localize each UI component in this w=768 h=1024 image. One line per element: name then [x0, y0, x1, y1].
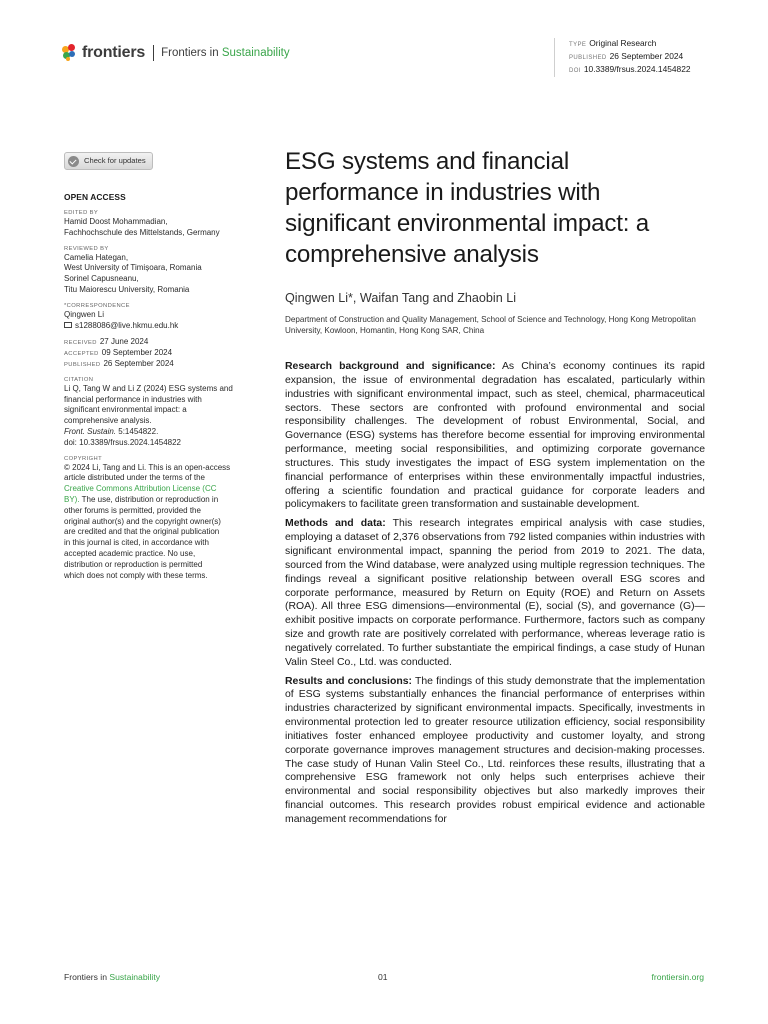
accepted-row	[64, 348, 264, 359]
frontiers-logo[interactable]	[62, 44, 290, 62]
check-updates-button[interactable]	[64, 152, 153, 170]
abstract-text: This research integrates empirical analysis with case studies, employing a dataset of 2,376 observations from 792 listed companies within industries with significant environmental impact, spanning the period from 2019 to 2021. The data, sourced from the Wind database, were analyzed using multiple regression techniques. The findings reveal a significant positive relationship between overall ESG scores and corporate performance, measured by Return on Equity (ROE) and Return on Assets (ROA). All three ESG dimensions—environmental (E), social (S), and governance (G)—exhibit positive impacts on corporate performance. Furthermore, factors such as company size and growth rate are positively correlated with performance, whereas leverage ratio is negatively correlated. To further substantiate the empirical findings, a case study of Hunan Valin Steel Co., Ltd. was conducted.	[285, 518, 705, 668]
citation-line: financial performance in industries with	[64, 394, 202, 404]
meta-doi-label: DOI	[569, 68, 581, 74]
published-value: 26 September 2024	[103, 359, 174, 369]
abstract-text: The findings of this study demonstrate that the implementation of ESG systems substantially enhances the financial performance of enterprises within industries characterized by significant environmental impacts. Specifically, investments in environmental protection led to greater resource utilization efficiency, social responsibility initiatives foster enhanced employee productivity and customer loyalty, and strong corporate governance improves management structures and decision-making processes. The case study of Hunan Valin Steel Co., Ltd. reinforces these results, illustrating that a comprehensive ESG framework not only helps such enterprises achieve their environmental and social responsibility objectives but also markedly improves their financial outcomes. This research provides robust empirical evidence and actionable management recommendations for	[285, 675, 705, 825]
copyright-line: original author(s) and the copyright owner(s)	[64, 516, 221, 526]
abstract-heading: Methods and data:	[285, 518, 386, 530]
journal-prefix: Frontiers in	[161, 47, 219, 59]
correspondence-name: Qingwen Li	[64, 309, 105, 319]
footer-journal-prefix: Frontiers in	[64, 972, 110, 982]
accepted-value: 09 September 2024	[101, 348, 173, 358]
abstract-paragraph	[285, 675, 705, 827]
check-updates-label: Check for updates	[84, 155, 146, 165]
dates-block	[64, 337, 264, 369]
meta-type	[569, 38, 691, 51]
license-link[interactable]: Creative Commons Attribution License (CC	[64, 484, 217, 494]
citation-label: CITATION	[64, 376, 94, 383]
abstract-text: As China’s economy continues its rapid expansion, the issue of environmental degradation has escalated, particularly within industries with significant environmental impact, such as steel, chemical, pharmaceutical sectors. These sectors are confronted with profound environmental and social responsibility challenges. The development of robust Environmental, Social, and Governance (ESG) systems has therefore become essential for improving environmental performance, meeting social responsibilities, and optimizing corporate governance structures. This study investigates the impact of ESG system implementation on the financial performance of enterprises within these environmentally impactful industries, offering a scientific foundation and practical guidance for corporate leaders and policymakers to facilitate green transformation and sustainable development.	[285, 361, 705, 511]
article-meta	[554, 38, 691, 77]
logo-divider	[153, 45, 154, 61]
abstract-heading: Research background and significance:	[285, 361, 496, 372]
copyright-line: article distributed under the terms of the	[64, 473, 205, 483]
article-authors: Qingwen Li*, Waifan Tang and Zhaobin Li	[285, 291, 517, 305]
received-row	[64, 337, 264, 348]
copyright-line: distribution or reproduction is permitted	[64, 559, 203, 569]
envelope-icon	[64, 322, 72, 328]
footer-journal[interactable]	[64, 972, 160, 982]
published-row	[64, 359, 264, 370]
copyright-line: in this journal is cited, in accordance with	[64, 538, 209, 548]
footer-site-link[interactable]: frontiersin.org	[651, 972, 704, 982]
abstract	[285, 360, 705, 827]
reviewed-by-label: REVIEWED BY	[64, 245, 109, 252]
article-affiliation: Department of Construction and Quality Management, School of Science and Technology, Hong Kong Metropolitan University, Kowloon, Homantin, Hong Kong SAR, China	[285, 315, 696, 335]
article-title: ESG systems and financial performance in industries with significant environmental impact: a comprehensive analysis	[285, 148, 650, 268]
copyright-line: accepted academic practice. No use,	[64, 549, 196, 559]
edited-by-label: EDITED BY	[64, 210, 99, 217]
citation-line: significant environmental impact: a	[64, 405, 187, 415]
meta-doi	[569, 64, 691, 77]
copyright-line	[64, 495, 264, 506]
correspondence-email-row[interactable]	[64, 321, 264, 332]
meta-type-label: TYPE	[569, 42, 587, 48]
sidebar	[64, 152, 264, 581]
meta-published	[569, 51, 691, 64]
copyright-rest: The use, distribution or reproduction in	[79, 495, 219, 505]
page-number: 01	[378, 972, 388, 982]
edited-by-line: Fachhochschule des Mittelstands, Germany	[64, 227, 220, 237]
received-label: RECEIVED	[64, 340, 97, 347]
received-value: 27 June 2024	[99, 337, 149, 347]
journal-name	[161, 47, 290, 59]
reviewed-by-line: West University of Timișoara, Romania	[64, 263, 202, 273]
meta-published-label: PUBLISHED	[569, 55, 607, 61]
license-link-end[interactable]: BY).	[64, 495, 80, 505]
citation-journal: Front. Sustain.	[64, 427, 117, 437]
copyright-line: are credited and that the original publication	[64, 527, 220, 537]
abstract-heading: Results and conclusions:	[285, 675, 412, 687]
meta-doi-value[interactable]: 10.3389/frsus.2024.1454822	[583, 64, 691, 74]
meta-published-value: 26 September 2024	[609, 51, 684, 61]
copyright-line: © 2024 Li, Tang and Li. This is an open-access	[64, 462, 231, 472]
reviewed-by-line: Titu Maiorescu University, Romania	[64, 285, 190, 295]
frontiers-logo-icon	[62, 44, 78, 62]
citation-doi[interactable]: doi: 10.3389/frsus.2024.1454822	[64, 437, 181, 447]
abstract-paragraph	[285, 517, 705, 669]
published-label: PUBLISHED	[64, 362, 101, 369]
checkmark-icon	[68, 156, 79, 167]
article-main	[285, 146, 705, 832]
journal-title: Sustainability	[221, 47, 290, 59]
edited-by-line: Hamid Doost Mohammadian,	[64, 217, 168, 227]
citation-line: Li Q, Tang W and Li Z (2024) ESG systems and	[64, 383, 233, 393]
open-access-label: OPEN ACCESS	[64, 192, 126, 203]
reviewed-by-line: Sorinel Capusneanu,	[64, 274, 139, 284]
copyright-line: which does not comply with these terms.	[64, 570, 208, 580]
logo-text: frontiers	[82, 44, 146, 61]
footer-journal-name: Sustainability	[109, 972, 161, 982]
citation-volume: 5:1454822.	[116, 427, 159, 437]
copyright-label: COPYRIGHT	[64, 455, 103, 462]
citation-journal-row	[64, 427, 264, 438]
copyright-line: other forums is permitted, provided the	[64, 505, 201, 515]
accepted-label: ACCEPTED	[64, 351, 99, 358]
page-header	[62, 38, 712, 74]
meta-type-value: Original Research	[589, 38, 657, 48]
correspondence-email[interactable]: s1288086@live.hkmu.edu.hk	[75, 320, 179, 330]
abstract-paragraph	[285, 360, 705, 512]
citation-line: comprehensive analysis.	[64, 416, 152, 426]
correspondence-label: *CORRESPONDENCE	[64, 302, 130, 309]
reviewed-by-line: Camelia Hategan,	[64, 252, 129, 262]
